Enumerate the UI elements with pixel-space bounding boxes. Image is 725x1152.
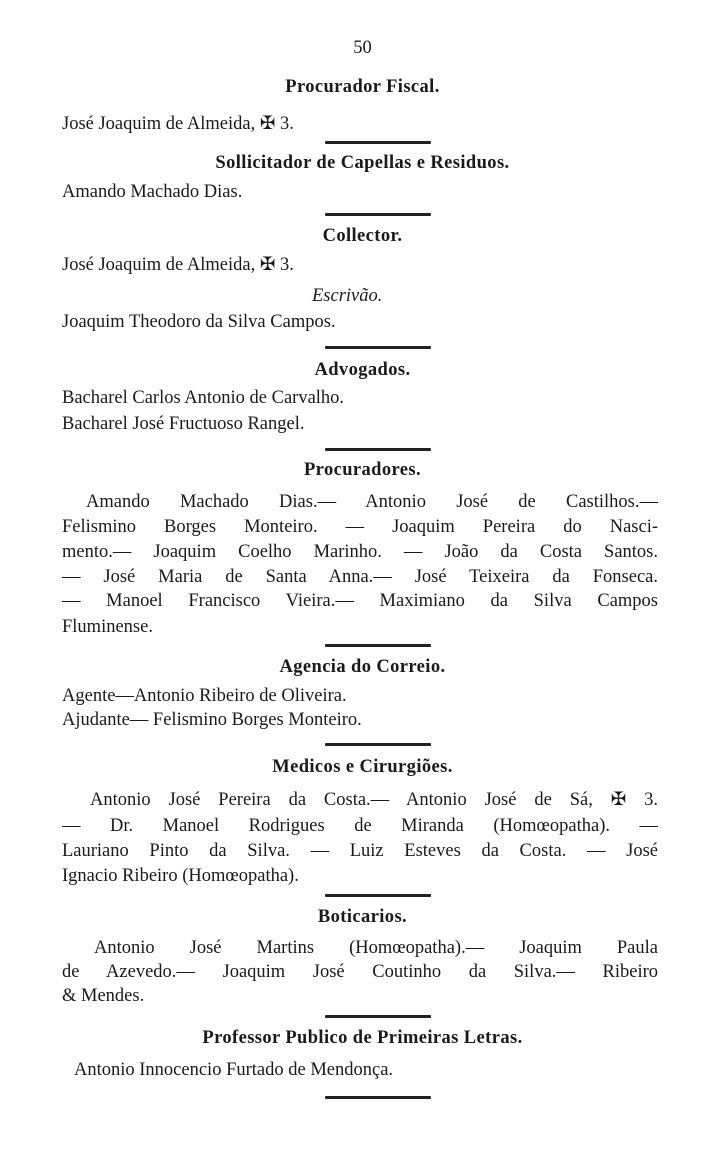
- section-heading: Advogados.: [314, 360, 411, 380]
- entry-line: mento.— Joaquim Coelho Marinho. — João da Costa Santos.: [62, 542, 658, 562]
- divider: [325, 1096, 431, 1099]
- entry-line: Bacharel Carlos Antonio de Carvalho.: [62, 388, 345, 408]
- entry-line: Amando Machado Dias.: [62, 182, 243, 202]
- entry-line: — José Maria de Santa Anna.— José Teixeira da Fonseca.: [62, 567, 658, 587]
- divider: [325, 743, 431, 746]
- entry-line: Lauriano Pinto da Silva. — Luiz Esteves da Costa. — José: [62, 841, 658, 861]
- section-heading: Medicos e Cirurgiões.: [272, 757, 453, 777]
- entry-line: José Joaquim de Almeida, ✠ 3.: [62, 255, 294, 275]
- entry-line: Antonio Innocencio Furtado de Mendonça.: [74, 1060, 394, 1080]
- entry-line: Amando Machado Dias.— Antonio José de Castilhos.—: [86, 492, 658, 512]
- entry-subtitle: Escrivão.: [312, 286, 383, 306]
- entry-line: José Joaquim de Almeida, ✠ 3.: [62, 114, 294, 134]
- section-heading: Procurador Fiscal.: [285, 77, 440, 97]
- divider: [325, 644, 431, 647]
- section-heading: Agencia do Correio.: [279, 657, 446, 677]
- divider: [325, 213, 431, 216]
- entry-line: Joaquim Theodoro da Silva Campos.: [62, 312, 336, 332]
- entry-line: Ignacio Ribeiro (Homœopatha).: [62, 866, 299, 886]
- entry-line: — Manoel Francisco Vieira.— Maximiano da Silva Campos: [62, 591, 658, 611]
- entry-line: Agente—Antonio Ribeiro de Oliveira.: [62, 686, 347, 706]
- entry-line: — Dr. Manoel Rodrigues de Miranda (Homœopatha). —: [62, 816, 658, 836]
- entry-line: Fluminense.: [62, 617, 153, 637]
- entry-line: Antonio José Martins (Homœopatha).— Joaquim Paula: [94, 938, 658, 958]
- page-number: 50: [353, 38, 372, 58]
- section-heading: Boticarios.: [317, 907, 408, 927]
- divider: [325, 346, 431, 349]
- entry-line: Felismino Borges Monteiro. — Joaquim Pereira do Nasci-: [62, 517, 658, 537]
- section-heading: Sollicitador de Capellas e Residuos.: [215, 153, 510, 173]
- divider: [325, 894, 431, 897]
- divider: [325, 1015, 431, 1018]
- section-heading: Professor Publico de Primeiras Letras.: [202, 1028, 523, 1048]
- entry-line: Ajudante— Felismino Borges Monteiro.: [62, 710, 362, 730]
- divider: [325, 448, 431, 451]
- section-heading: Procuradores.: [303, 460, 422, 480]
- divider: [325, 141, 431, 144]
- entry-line: Bacharel José Fructuoso Rangel.: [62, 414, 305, 434]
- entry-line: & Mendes.: [62, 986, 145, 1006]
- section-heading: Collector.: [322, 226, 403, 246]
- entry-line: de Azevedo.— Joaquim José Coutinho da Silva.— Ribeiro: [62, 962, 658, 982]
- entry-line: Antonio José Pereira da Costa.— Antonio José de Sá, ✠ 3.: [90, 790, 658, 810]
